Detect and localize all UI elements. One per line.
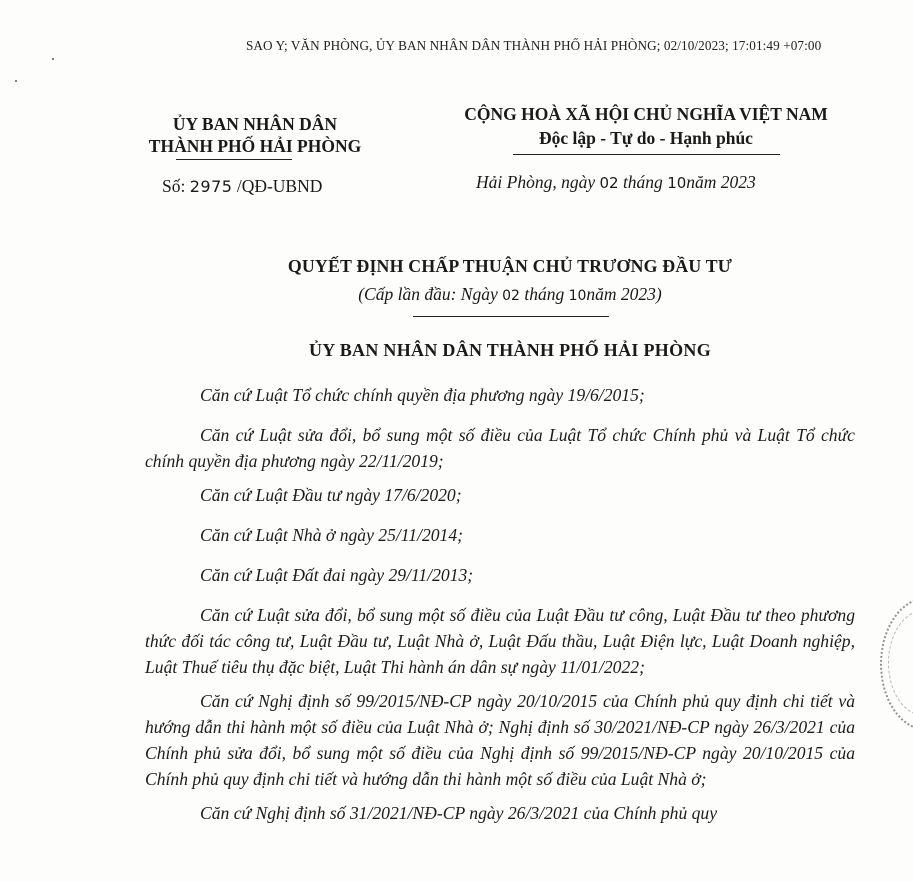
document-title: QUYẾT ĐỊNH CHẤP THUẬN CHỦ TRƯƠNG ĐẦU TƯ xyxy=(287,256,733,276)
legal-basis-paragraph: Căn cứ Nghị định số 99/2015/NĐ-CP ngày 20/10/2015 của Chính phủ quy định chi tiết và hướng dẫn thi hành một số điều của Luật Nhà ở; Nghị định số 30/2021/NĐ-CP ngày 26/3/2021 của Chính phủ sửa đổi, bổ sung một số điều của Nghị định số 99/2015/NĐ-CP ngày 20/10/2015 của Chính phủ quy định chi tiết và hướng dẫn thi hành một số điều của Luật Nhà ở; xyxy=(145,691,855,789)
document-number xyxy=(162,176,322,197)
national-motto-header xyxy=(420,102,872,150)
authority-line-2: THÀNH PHỐ HẢI PHÒNG xyxy=(148,136,362,156)
date-month-handwritten: 10 xyxy=(667,174,687,192)
authority-line-1: ỦY BAN NHÂN DÂN xyxy=(172,114,338,134)
legal-basis-paragraph: Căn cứ Luật Đầu tư ngày 17/6/2020; xyxy=(200,485,462,505)
legal-basis-body xyxy=(145,382,855,834)
doc-number-prefix: Số: xyxy=(162,176,190,196)
motto-underline xyxy=(513,154,780,155)
date-text: năm 2023 xyxy=(686,172,756,192)
decision-authority: ỦY BAN NHÂN DÂN THÀNH PHỐ HẢI PHÒNG xyxy=(308,340,711,360)
legal-basis-paragraph: Căn cứ Luật Đất đai ngày 29/11/2013; xyxy=(200,565,474,585)
date-text: tháng xyxy=(618,172,668,192)
legal-basis-paragraph: Căn cứ Luật sửa đổi, bổ sung một số điều của Luật Tổ chức Chính phủ và Luật Tổ chức chính quyền địa phương ngày 22/11/2019; xyxy=(145,425,855,471)
place-and-date xyxy=(476,172,756,193)
country-name: CỘNG HOÀ XÃ HỘI CHỦ NGHĨA VIỆT NAM xyxy=(464,104,828,124)
date-day-handwritten: 02 xyxy=(599,174,619,192)
subtitle-text: năm 2023) xyxy=(586,284,662,304)
national-motto: Độc lập - Tự do - Hạnh phúc xyxy=(539,128,753,148)
legal-basis-paragraph: Căn cứ Luật Tổ chức chính quyền địa phương ngày 19/6/2015; xyxy=(200,385,645,405)
doc-number-suffix: /QĐ-UBND xyxy=(232,176,323,196)
subtitle-month-handwritten: 10 xyxy=(568,288,587,304)
legal-basis-paragraph: Căn cứ Luật Nhà ở ngày 25/11/2014; xyxy=(200,525,464,545)
legal-basis-paragraph: Căn cứ Luật sửa đổi, bổ sung một số điều của Luật Đầu tư công, Luật Đầu tư theo phương thức đối tác công tư, Luật Đầu tư, Luật Nhà ở, Luật Đấu thầu, Luật Điện lực, Luật Doanh nghiệp, Luật Thuế tiêu thụ đặc biệt, Luật Thi hành án dân sự ngày 11/01/2022; xyxy=(145,605,855,677)
scan-speck xyxy=(15,80,17,82)
document-subtitle xyxy=(200,284,820,305)
subtitle-text: (Cấp lần đầu: Ngày xyxy=(358,284,503,304)
copy-stamp-header: SAO Y; VĂN PHÒNG, ỦY BAN NHÂN DÂN THÀNH PHỐ HẢI PHÒNG; 02/10/2023; 17:01:49 +07:00 xyxy=(246,38,822,53)
date-text: Hải Phòng, ngày xyxy=(476,172,600,192)
legal-basis-paragraph: Căn cứ Nghị định số 31/2021/NĐ-CP ngày 26/3/2021 của Chính phủ quy xyxy=(200,803,718,823)
doc-number-handwritten: 2975 xyxy=(189,177,233,196)
subtitle-text: tháng xyxy=(519,284,569,304)
header-underline xyxy=(176,159,292,160)
subtitle-day-handwritten: 02 xyxy=(502,288,520,304)
scan-speck xyxy=(52,58,54,60)
issuing-authority-header xyxy=(110,113,400,157)
subtitle-underline xyxy=(413,316,609,317)
